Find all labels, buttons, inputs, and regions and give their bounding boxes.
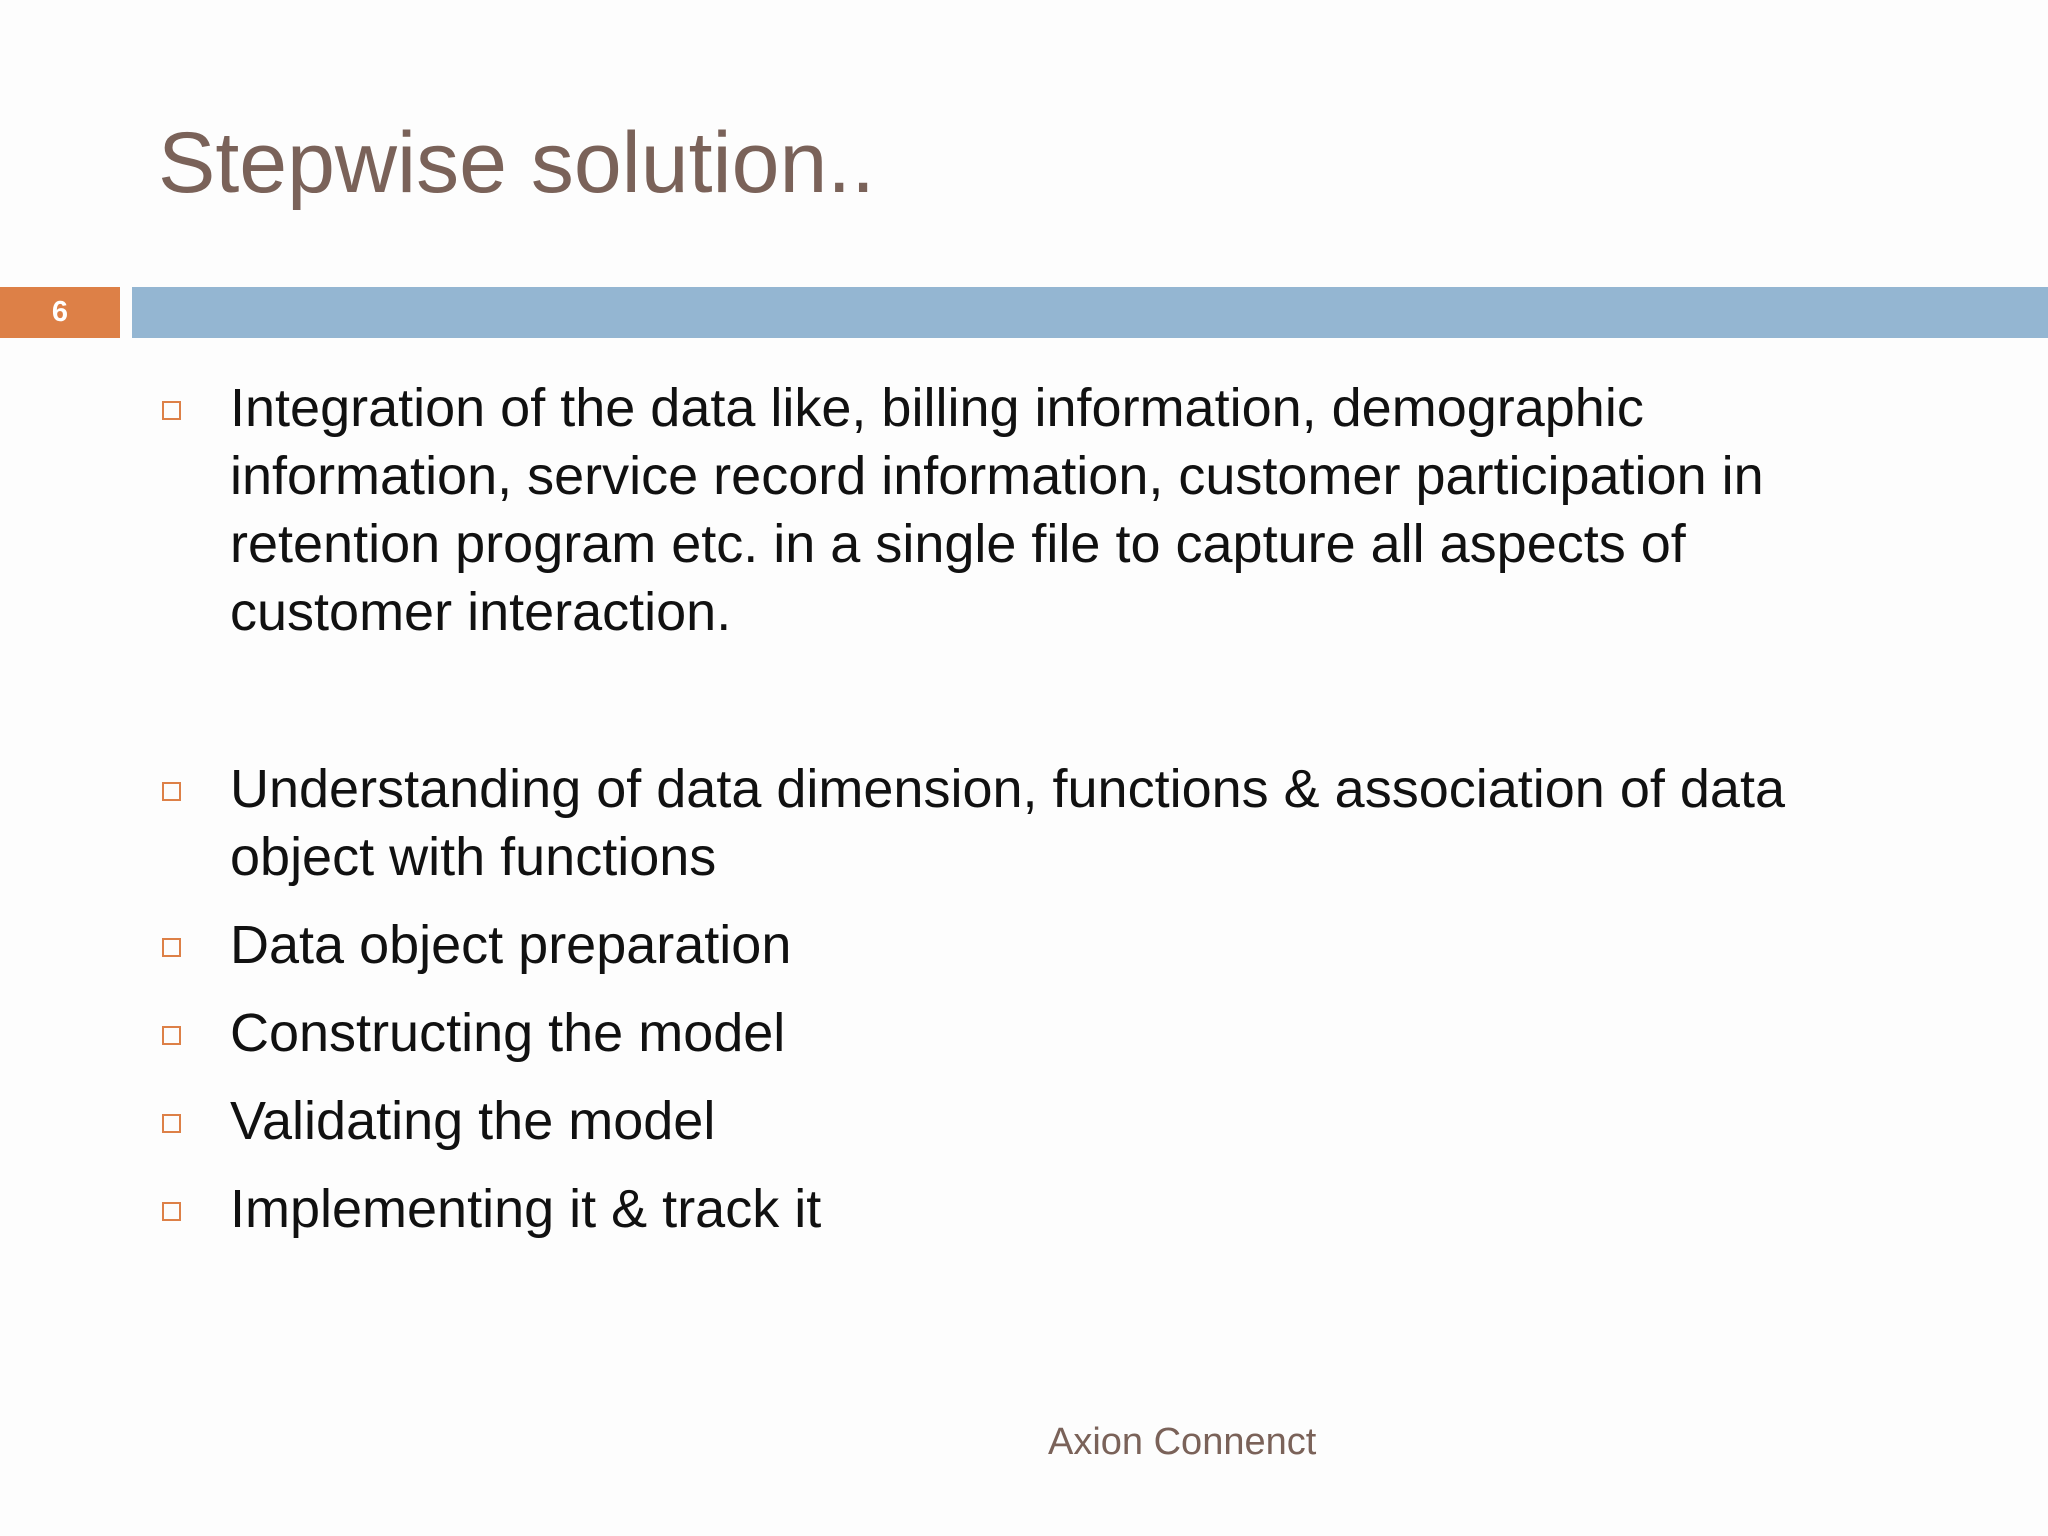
list-item-text: Constructing the model (230, 1003, 786, 1063)
list-item (158, 1175, 1918, 1243)
bullet-list (158, 374, 1918, 1243)
list-item (158, 374, 1918, 646)
list-item (158, 911, 1918, 979)
square-bullet-icon (162, 782, 181, 801)
list-item-text: Data object preparation (230, 915, 792, 975)
list-item (158, 755, 1918, 891)
square-bullet-icon (162, 1026, 181, 1045)
square-bullet-icon (162, 938, 181, 957)
square-bullet-icon (162, 1114, 181, 1133)
list-item-text: Validating the model (230, 1091, 716, 1151)
slide-number: 6 (0, 287, 120, 338)
list-item (158, 999, 1918, 1067)
slide-title: Stepwise solution.. (158, 115, 876, 211)
slide-footer: Axion Connenct (1048, 1421, 1317, 1463)
list-item (158, 1087, 1918, 1155)
list-item-text: Understanding of data dimension, functions & association of data object with functions (230, 759, 1785, 887)
square-bullet-icon (162, 1202, 181, 1221)
list-item-text: Integration of the data like, billing information, demographic information, service record information, customer participation in retention program etc. in a single file to capture all aspects of customer interaction. (230, 378, 1764, 642)
header-divider-bar (132, 287, 2048, 338)
square-bullet-icon (162, 401, 181, 420)
list-item-text: Implementing it & track it (230, 1179, 822, 1239)
